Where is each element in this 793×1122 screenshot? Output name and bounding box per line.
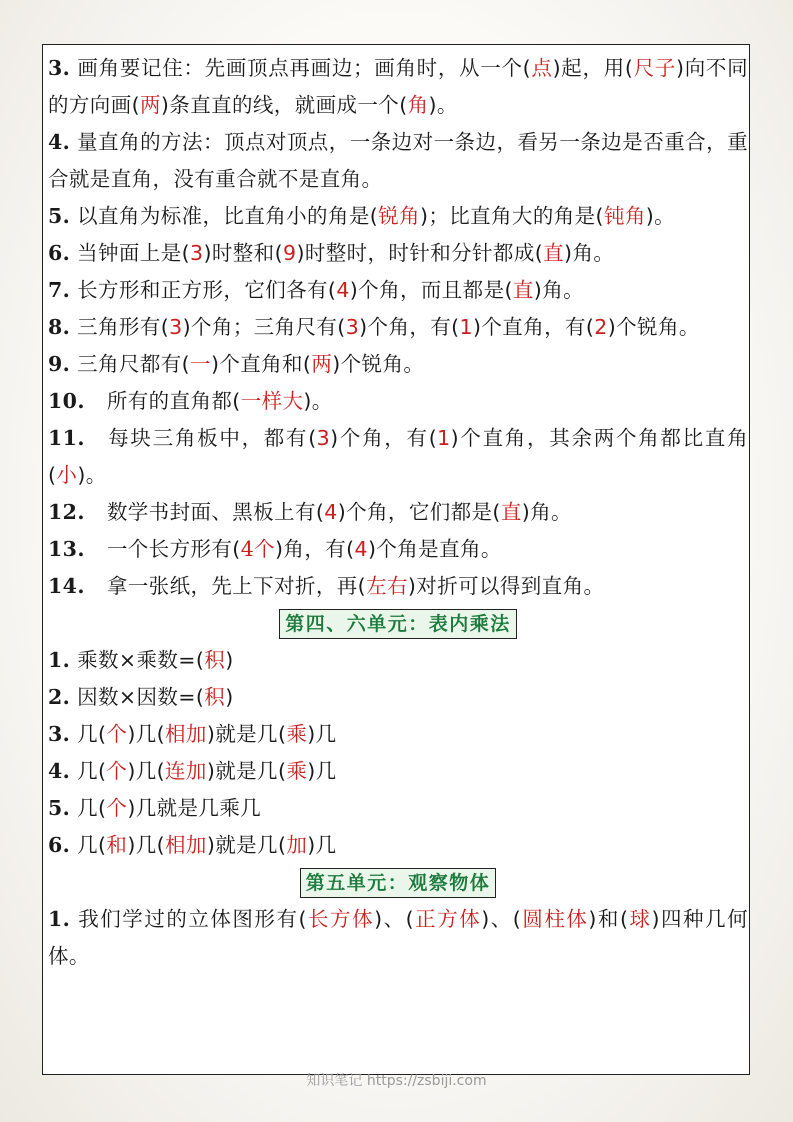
item-number: 12. — [48, 500, 85, 524]
item-text: )。 — [303, 389, 333, 413]
answer-text: 直 — [500, 500, 522, 524]
item-text: 当钟面上是( — [70, 241, 191, 265]
item-text: 拿一张纸，先上下对折，再( — [106, 574, 367, 598]
answer-text: 球 — [628, 907, 652, 931]
item-text: )起，用( — [552, 56, 634, 80]
item-text: )几( — [127, 722, 166, 746]
answer-text: 左右 — [366, 574, 408, 598]
answer-text: 一样大 — [240, 389, 304, 413]
list-item-a4 — [48, 124, 748, 198]
item-text: )就是几( — [206, 759, 287, 783]
item-text: )；比直角大的角是( — [419, 204, 604, 228]
list-item-a8 — [48, 309, 748, 346]
item-text: )时整和( — [203, 241, 283, 265]
answer-text: 相加 — [165, 833, 207, 857]
list-item-b4 — [48, 753, 748, 790]
answer-text: 锐角 — [378, 204, 420, 228]
item-text: )个直角，有( — [473, 315, 595, 339]
item-number: 1. — [48, 648, 71, 672]
list-item-a10 — [48, 383, 748, 420]
item-text: )个锐角。 — [607, 315, 700, 339]
item-number: 11. — [48, 426, 85, 450]
item-text: )对折可以得到直角。 — [407, 574, 605, 598]
answer-text: 尺子 — [633, 56, 676, 80]
list-item-a12 — [48, 494, 748, 531]
list-item-b5 — [48, 790, 748, 827]
item-text: )、( — [481, 907, 522, 931]
item-text: 乘数×乘数=( — [70, 648, 205, 672]
item-text: )条直直的线，就画成一个( — [160, 93, 408, 117]
document-content — [48, 50, 748, 975]
item-text: 几( — [70, 796, 107, 820]
answer-text: 积 — [204, 685, 226, 709]
answer-text: 1 — [437, 426, 451, 450]
list-item-a11 — [48, 420, 748, 494]
answer-text: 4 — [336, 278, 350, 302]
item-text: ) — [225, 648, 234, 672]
answer-text: 4 — [354, 537, 368, 561]
answer-text: 两 — [311, 352, 333, 376]
item-text: )向不同的方向画( — [48, 56, 749, 117]
answer-text: 个 — [106, 722, 128, 746]
answer-text: 加 — [286, 833, 308, 857]
item-text: )几 — [307, 833, 337, 857]
item-text: 几( — [70, 759, 107, 783]
item-text: )个角；三角尺有( — [182, 315, 346, 339]
list-item-c1 — [48, 901, 748, 975]
answer-text: 乘 — [286, 759, 308, 783]
item-text: )时整时，时针和分针都成( — [296, 241, 544, 265]
list-item-a5 — [48, 198, 748, 235]
answer-text: 小 — [56, 463, 78, 487]
answer-text: 角 — [407, 93, 429, 117]
list-item-b6 — [48, 827, 748, 864]
answer-text: 9 — [282, 241, 297, 265]
item-number: 8. — [48, 315, 71, 339]
answer-text: 点 — [531, 56, 553, 80]
answer-text: 2 — [594, 315, 608, 339]
item-text: )几就是几乘几 — [127, 796, 262, 820]
item-text: )几 — [307, 759, 337, 783]
item-number: 2. — [48, 685, 71, 709]
list-item-a13 — [48, 531, 748, 568]
item-text: )角。 — [521, 500, 572, 524]
list-item-a7 — [48, 272, 748, 309]
item-text: )四种几何体。 — [48, 907, 749, 968]
item-text: )几( — [127, 833, 166, 857]
item-number: 13. — [48, 537, 85, 561]
item-text: )个角，而且都是( — [349, 278, 513, 302]
answer-text: 直 — [512, 278, 534, 302]
item-text: )个角，它们都是( — [337, 500, 501, 524]
list-item-a14 — [48, 568, 748, 605]
item-text: )角。 — [533, 278, 584, 302]
answer-text: 钝角 — [603, 204, 646, 228]
item-text: )角，有( — [275, 537, 355, 561]
answer-text: 4个 — [240, 537, 276, 561]
item-text: 以直角为标准，比直角小的角是( — [70, 204, 379, 228]
answer-text: 个 — [106, 759, 128, 783]
item-text: )个角，有( — [359, 315, 460, 339]
item-text: 所有的直角都( — [106, 389, 241, 413]
answer-text: 个 — [106, 796, 128, 820]
item-text: 几( — [70, 722, 107, 746]
section-heading-observation-wrap — [48, 864, 748, 901]
item-text: 一个长方形有( — [106, 537, 241, 561]
item-text: 三角形有( — [70, 315, 170, 339]
answer-text: 和 — [106, 833, 128, 857]
item-text: )几( — [127, 759, 166, 783]
section-observation-list — [48, 901, 748, 975]
item-text: )个角是直角。 — [367, 537, 502, 561]
answer-text: 连加 — [165, 759, 207, 783]
list-item-b2 — [48, 679, 748, 716]
answer-text: 乘 — [286, 722, 308, 746]
item-text: )角。 — [564, 241, 615, 265]
item-number: 14. — [48, 574, 85, 598]
item-text: )。 — [77, 463, 107, 487]
answer-text: 长方体 — [306, 907, 375, 931]
section-angles-list — [48, 50, 748, 605]
section-heading-multiplication-wrap — [48, 605, 748, 642]
list-item-b1 — [48, 642, 748, 679]
item-text: 数学书封面、黑板上有( — [106, 500, 325, 524]
item-text: 几( — [70, 833, 107, 857]
answer-text: 3 — [345, 315, 360, 339]
answer-text: 4 — [324, 500, 338, 524]
item-text: 因数×因数=( — [70, 685, 205, 709]
section-heading-multiplication: 第四、六单元：表内乘法 — [279, 609, 517, 639]
item-number: 3. — [48, 56, 71, 80]
item-text: )就是几( — [206, 722, 287, 746]
answer-text: 积 — [204, 648, 226, 672]
item-text: 每块三角板中，都有( — [106, 426, 317, 450]
item-number: 5. — [48, 204, 71, 228]
item-text: )就是几( — [206, 833, 287, 857]
answer-text: 1 — [459, 315, 473, 339]
item-number: 3. — [48, 722, 71, 746]
item-number: 4. — [48, 759, 71, 783]
item-number: 10. — [48, 389, 85, 413]
answer-text: 正方体 — [414, 907, 482, 931]
answer-text: 相加 — [165, 722, 207, 746]
item-number: 4. — [48, 130, 71, 154]
item-number: 6. — [48, 241, 71, 265]
item-text: )个角，有( — [330, 426, 438, 450]
item-text: 三角尺都有( — [70, 352, 191, 376]
list-item-a6 — [48, 235, 748, 272]
section-heading-observation: 第五单元：观察物体 — [300, 868, 497, 898]
item-text: )个锐角。 — [332, 352, 425, 376]
item-text: 我们学过的立体图形有( — [70, 907, 307, 931]
list-item-b3 — [48, 716, 748, 753]
answer-text: 3 — [169, 315, 183, 339]
item-number: 9. — [48, 352, 71, 376]
answer-text: 3 — [316, 426, 331, 450]
answer-text: 一 — [190, 352, 211, 376]
item-number: 7. — [48, 278, 71, 302]
item-text: )、( — [374, 907, 415, 931]
answer-text: 直 — [543, 241, 565, 265]
item-text: )个直角，其余两个角都比直角( — [48, 426, 748, 487]
item-text: )。 — [645, 204, 676, 228]
item-text: 画角要记住：先画顶点再画边；画角时，从一个( — [70, 56, 532, 80]
list-item-a3 — [48, 50, 748, 124]
item-number: 5. — [48, 796, 71, 820]
item-text: )和( — [588, 907, 629, 931]
answer-text: 3 — [190, 241, 204, 265]
answer-text: 圆柱体 — [521, 907, 589, 931]
item-text: )个直角和( — [210, 352, 312, 376]
item-text: 长方形和正方形，它们各有( — [70, 278, 337, 302]
section-multiplication-list — [48, 642, 748, 864]
answer-text: 两 — [140, 93, 161, 117]
item-text: )。 — [428, 93, 458, 117]
footer-watermark: 知识笔记 https://zsbiji.com — [306, 1073, 487, 1089]
item-text: ) — [225, 685, 234, 709]
item-number: 1. — [48, 907, 71, 931]
item-text: )几 — [307, 722, 337, 746]
list-item-a9 — [48, 346, 748, 383]
item-number: 6. — [48, 833, 71, 857]
item-text: 量直角的方法：顶点对顶点，一条边对一条边，看另一条边是否重合，重合就是直角，没有重合就不是直角。 — [48, 130, 748, 191]
